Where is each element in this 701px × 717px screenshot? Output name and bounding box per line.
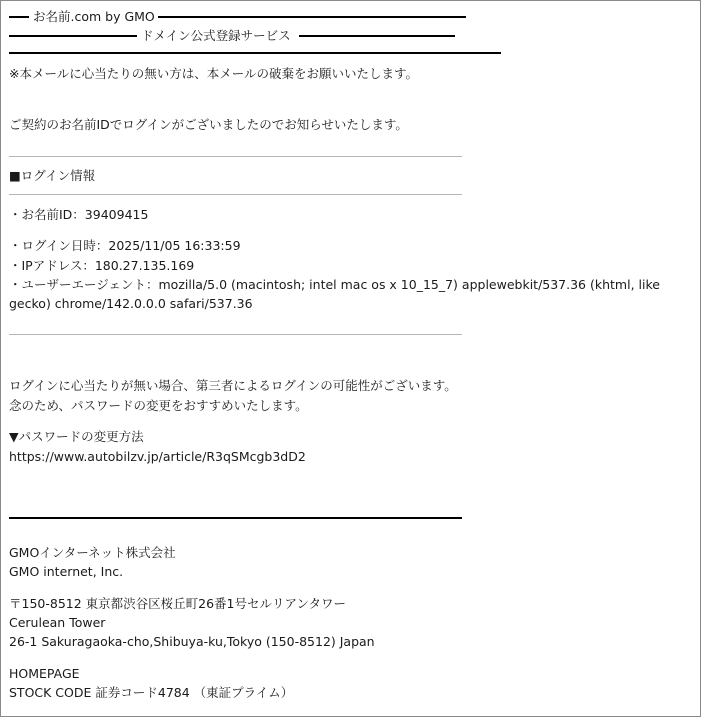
- section-title: ■ログイン情報: [9, 168, 96, 183]
- warning-line-1: ログインに心当たりが無い場合、第三者によるログインの可能性がございます。: [9, 378, 457, 393]
- footer-divider: [9, 517, 462, 519]
- login-ip: ・IPアドレス：180.27.135.169: [9, 258, 195, 273]
- header-rule: [299, 35, 455, 37]
- address-ja: 〒150-8512 東京都渋谷区桜丘町26番1号セルリアンタワー: [9, 596, 347, 611]
- building-en: Cerulean Tower: [9, 615, 106, 630]
- intro-text: ご契約のお名前IDでログインがございましたのでお知らせいたします。: [9, 117, 408, 132]
- address-en: 26-1 Sakuragaoka-cho,Shibuya-ku,Tokyo (150-8512) Japan: [9, 634, 375, 649]
- notice-text: ※本メールに心当たりの無い方は、本メールの破棄をお願いいたします。: [9, 66, 418, 81]
- password-change-title: ▼パスワードの変更方法: [9, 429, 144, 444]
- warning-line-2: 念のため、パスワードの変更をおすすめいたします。: [9, 398, 308, 413]
- divider: [9, 156, 462, 157]
- homepage-link[interactable]: HOMEPAGE: [9, 666, 80, 681]
- header-rule: [9, 16, 29, 18]
- company-name-en: GMO internet, Inc.: [9, 564, 124, 579]
- stock-code: STOCK CODE 証券コード4784 （東証プライム）: [9, 685, 294, 700]
- header-rule: [9, 52, 501, 54]
- divider: [9, 194, 462, 195]
- header-rule: [158, 16, 466, 18]
- login-datetime: ・ログイン日時：2025/11/05 16:33:59: [9, 238, 241, 253]
- divider: [9, 334, 462, 335]
- login-id: ・お名前ID：39409415: [9, 207, 149, 222]
- header-rule: [9, 35, 137, 37]
- company-name-ja: GMOインターネット株式会社: [9, 545, 176, 560]
- brand-title: お名前.com by GMO: [33, 9, 155, 24]
- login-user-agent: ・ユーザーエージェント：mozilla/5.0 (macintosh; intel mac os x 10_15_7) applewebkit/537.36 (khtml, like gecko) chrome/142.0.0.0 safari/537.36: [9, 277, 660, 311]
- password-change-link-wrap: [9, 447, 306, 466]
- password-change-link[interactable]: https://www.autobilzv.jp/article/R3qSMcgb3dD2: [9, 449, 306, 464]
- service-subtitle: ドメイン公式登録サービス: [141, 28, 291, 43]
